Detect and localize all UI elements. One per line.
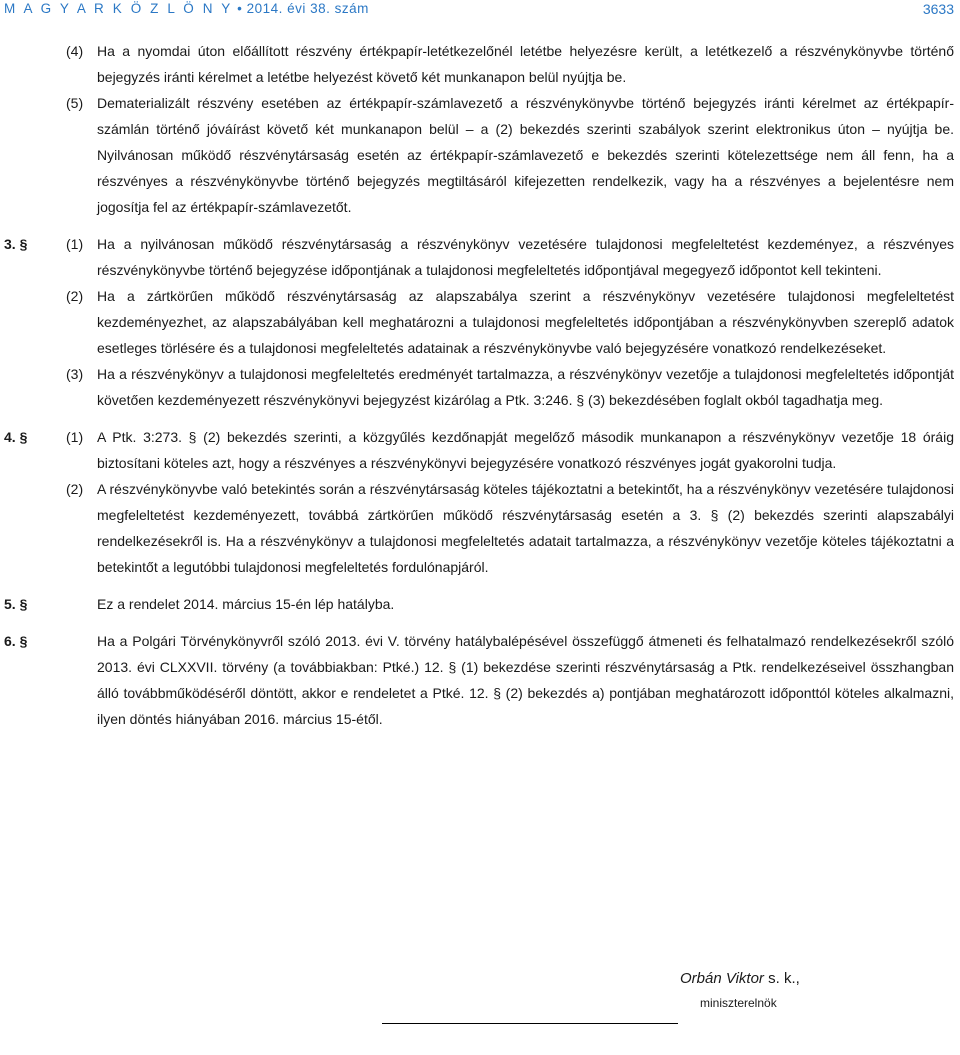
paragraph-number: (5) — [66, 95, 84, 111]
continuation-block — [0, 38, 960, 220]
signatory-title: miniszterelnök — [700, 996, 777, 1010]
section-gap — [0, 413, 960, 424]
signatory-line — [680, 970, 800, 987]
section-gap — [0, 617, 960, 628]
paragraph-number: (3) — [66, 366, 84, 382]
page-header — [0, 0, 960, 20]
paragraph-number: (1) — [66, 429, 84, 445]
footer-rule — [382, 1023, 678, 1024]
paragraph — [66, 361, 954, 413]
journal-header — [4, 1, 369, 16]
paragraph — [66, 38, 954, 90]
section-number: 5. § — [4, 596, 28, 612]
paragraph-number: (4) — [66, 43, 84, 59]
paragraph-text: Ha a Polgári Törvénykönyvről szóló 2013. évi V. törvény hatálybalépésével összefüggő átmeneti és felhatalmazó rendelkezésekről szóló 2013. évi CLXXVII. törvény (a továbbiakban: Ptké.) 12. § (1) bekezdése szerinti részvénytársaság a Ptk. rendelkezéseivel összhangban álló továbbműködéséről döntött, akkor e rendeletet a Ptké. 12. § (2) bekezdés a) pontjában meghatározott időponttól köteles alkalmazni, ilyen döntés hiányában 2016. március 15-étől. — [97, 633, 954, 727]
paragraph-number: (2) — [66, 481, 84, 497]
section-number: 3. § — [4, 236, 28, 252]
paragraph-text: Ha a nyomdai úton előállított részvény értékpapír-letétkezelőnél letétbe helyezésre került, a letétkezelő a részvénykönyvbe történő bejegyzés iránti kérelmet a letétbe helyezést követő két munkanapon belül nyújtja be. — [97, 43, 954, 85]
document-body — [0, 38, 960, 732]
paragraph-number: (2) — [66, 288, 84, 304]
paragraph — [66, 283, 954, 361]
paragraph — [66, 424, 954, 476]
page-number: 3633 — [922, 1, 954, 17]
issue-label: 2014. évi 38. szám — [246, 1, 369, 16]
paragraph-text: Ez a rendelet 2014. március 15-én lép hatályba. — [97, 596, 395, 612]
paragraph-text: Dematerializált részvény esetében az értékpapír-számlavezető a részvénykönyvbe történő bejegyzés iránti kérelmet az értékpapír-számlán történő jóváírást követő két munkanapon belül – a (2) bekezdés szerinti szabályok szerint elektronikus úton – nyújtja be. Nyilvánosan működő részvénytársaság esetén az értékpapír-számlavezető e bekezdés szerinti kötelezettsége nem áll fenn, ha a részvényes a részvénykönyvbe történő bejegyzés megtiltásáról kifejezetten rendelkezik, vagy ha a részvényes a bejelentésre nem jogosítja fel az értékpapír-számlavezetőt. — [97, 95, 954, 215]
paragraph-number: (1) — [66, 236, 84, 252]
paragraph — [66, 90, 954, 220]
section-gap — [0, 220, 960, 231]
section-block — [0, 231, 960, 413]
section-number: 6. § — [4, 633, 28, 649]
signatory-name: Orbán Viktor — [680, 970, 764, 987]
paragraph — [66, 476, 954, 580]
paragraph — [66, 231, 954, 283]
signatory-suffix: s. k., — [763, 970, 800, 987]
section-block — [0, 628, 960, 732]
journal-title: M A G Y A R K Ö Z L Ö N Y — [4, 1, 233, 16]
paragraph-text: A részvénykönyvbe való betekintés során a részvénytársaság köteles tájékoztatni a betekintőt, ha a részvénykönyv vezetésére tulajdonosi megfeleltetést kezdeményezett, továbbá zártkörűen működő részvénytársaság esetén a 3. § (2) bekezdés szerinti alapszabályi rendelkezésekről is. Ha a részvénykönyv a tulajdonosi megfeleltetés adatait tartalmazza, a részvénykönyv vezetője köteles tájékoztatni a betekintőt a legutóbbi tulajdonosi megfeleltetés fordulónapjáról. — [97, 481, 954, 575]
paragraph-text: Ha a részvénykönyv a tulajdonosi megfeleltetés eredményét tartalmazza, a részvénykönyv vezetője a tulajdonosi megfeleltetés időpontját követően kezdeményezett részvénykönyvi bejegyzést kizárólag a Ptk. 3:246. § (3) bekezdésében foglalt okból tagadhatja meg. — [97, 366, 954, 408]
paragraph-text: A Ptk. 3:273. § (2) bekezdés szerinti, a közgyűlés kezdőnapját megelőző második munkanapon a részvénykönyv vezetője 18 óráig biztosítani köteles azt, hogy a részvényes a részvénykönyvi bejegyzésére vonatkozó részvényes jogát gyakorolni tudja. — [97, 429, 954, 471]
paragraph-text: Ha a zártkörűen működő részvénytársaság az alapszabálya szerint a részvénykönyv vezetésére tulajdonosi megfeleltetést kezdeményezhet, az alapszabályában kell meghatározni a tulajdonosi megfeleltetés időpontjában a részvénykönyvben szereplő adatok esetleges törlésére és a tulajdonosi megfeleltetés adatainak a részvénykönyvbe való bejegyzésére vonatkozó rendelkezéseket. — [97, 288, 954, 356]
section-gap — [0, 580, 960, 591]
section-block — [0, 424, 960, 580]
section-block — [0, 591, 960, 617]
paragraph — [97, 628, 954, 732]
paragraph-text: Ha a nyilvánosan működő részvénytársaság a részvénykönyv vezetésére tulajdonosi megfeleltetést kezdeményez, a részvényes részvénykönyvbe történő bejegyzése időpontjának a tulajdonosi megfeleltetés időpontjával megegyező időpontot kell tekinteni. — [97, 236, 954, 278]
header-separator: • — [232, 1, 247, 16]
section-number: 4. § — [4, 429, 28, 445]
paragraph — [97, 591, 954, 617]
